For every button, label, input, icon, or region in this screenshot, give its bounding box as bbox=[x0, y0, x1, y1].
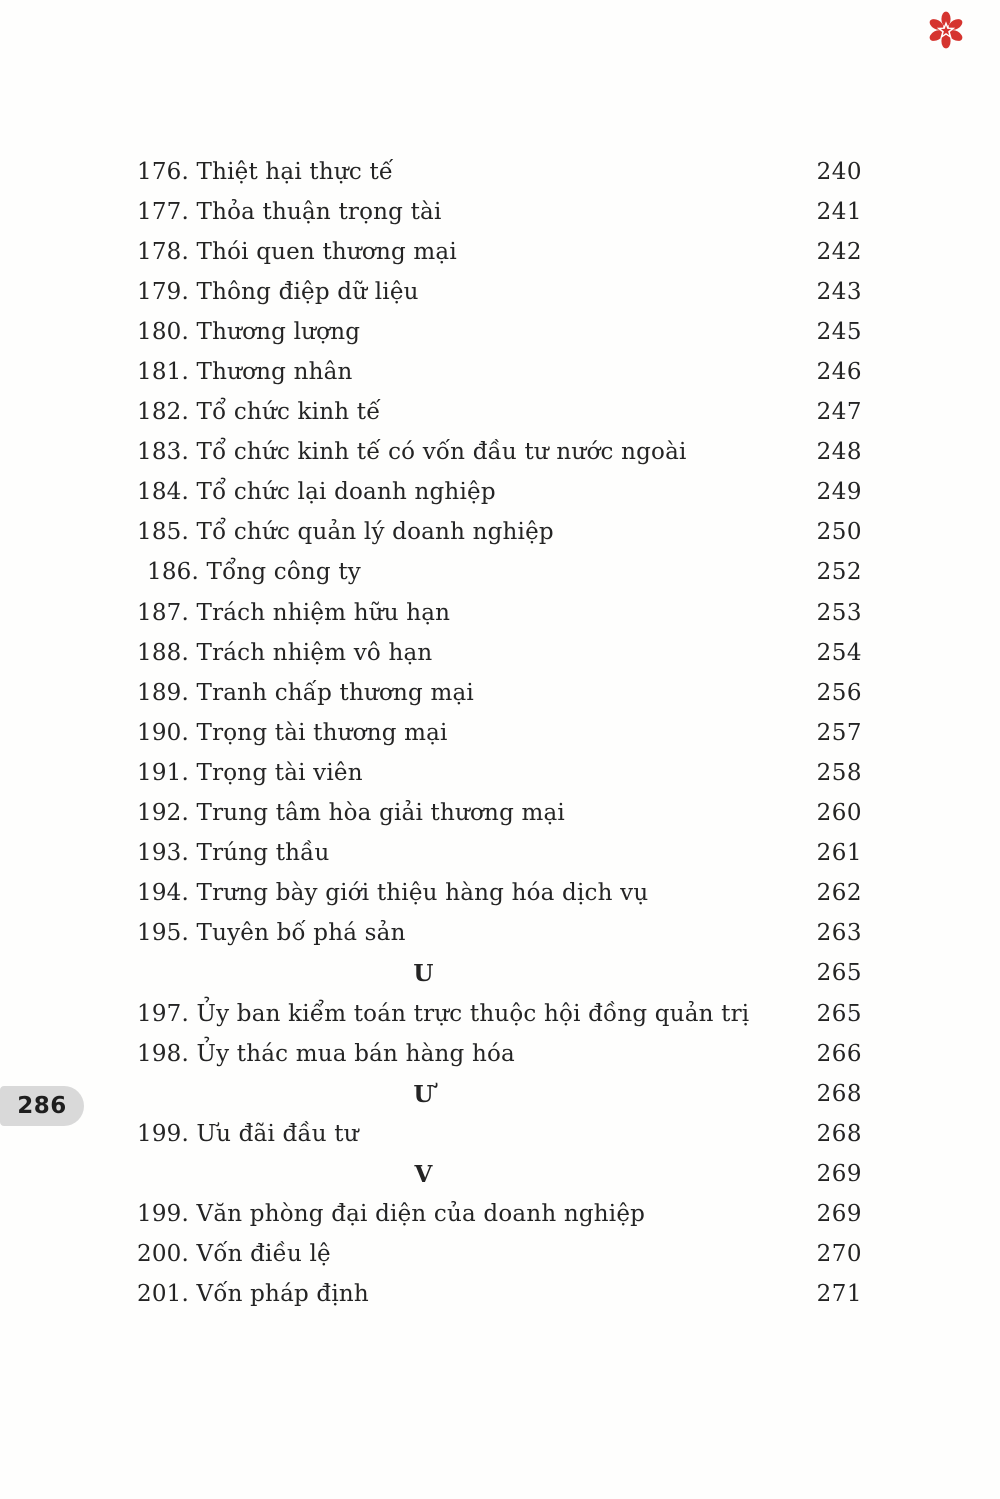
toc-entry-title: Ư bbox=[413, 1080, 434, 1108]
toc-entry-title: 181. Thương nhân bbox=[137, 359, 353, 386]
toc-row bbox=[137, 192, 862, 232]
toc-entry-page: 243 bbox=[816, 278, 862, 305]
toc-row bbox=[137, 1235, 862, 1275]
toc-row bbox=[137, 834, 862, 874]
toc-entry-page: 257 bbox=[816, 719, 862, 746]
toc-entry-title: 190. Trọng tài thương mại bbox=[137, 719, 448, 746]
toc-section-row bbox=[137, 1154, 862, 1194]
toc-entry-page: 252 bbox=[816, 559, 862, 586]
toc-row bbox=[137, 473, 862, 513]
toc-entry-page: 254 bbox=[816, 639, 862, 666]
toc-row bbox=[137, 272, 862, 312]
toc-entry-page: 260 bbox=[816, 800, 862, 827]
toc-row bbox=[137, 633, 862, 673]
toc-entry-title: 187. Trách nhiệm hữu hạn bbox=[137, 599, 451, 626]
page-number-label: 286 bbox=[17, 1093, 67, 1119]
toc-entry-title: 178. Thói quen thương mại bbox=[137, 238, 457, 265]
toc-row bbox=[137, 513, 862, 553]
toc-entry-page: 246 bbox=[816, 359, 862, 386]
toc-entry-title: 200. Vốn điều lệ bbox=[137, 1241, 331, 1268]
toc-row bbox=[137, 1194, 862, 1234]
toc-row bbox=[137, 433, 862, 473]
toc-entry-page: 263 bbox=[816, 920, 862, 947]
toc-entry-page: 270 bbox=[816, 1241, 862, 1268]
toc-entry-page: 268 bbox=[816, 1120, 862, 1147]
toc-entry-title: 192. Trung tâm hòa giải thương mại bbox=[137, 800, 565, 827]
toc-row bbox=[137, 152, 862, 192]
toc-row bbox=[137, 553, 862, 593]
toc-entry-title: U bbox=[413, 960, 434, 988]
toc-entry-title: 179. Thông điệp dữ liệu bbox=[137, 278, 419, 305]
toc-row bbox=[137, 794, 862, 834]
toc-entry-page: 265 bbox=[816, 960, 862, 987]
toc-entry-page: 250 bbox=[816, 519, 862, 546]
page-number-badge bbox=[0, 1086, 84, 1126]
toc-entry-page: 271 bbox=[816, 1281, 862, 1308]
toc-entry-title: 180. Thương lượng bbox=[137, 318, 361, 345]
toc-entry-page: 265 bbox=[816, 1000, 862, 1027]
toc-row bbox=[137, 1114, 862, 1154]
toc-entry-page: 240 bbox=[816, 158, 862, 185]
toc-entry-title: 182. Tổ chức kinh tế bbox=[137, 399, 381, 426]
toc-entry-page: 247 bbox=[816, 399, 862, 426]
toc-entry-title: 189. Tranh chấp thương mại bbox=[137, 679, 474, 706]
toc-section-row bbox=[137, 954, 862, 994]
toc-entry-page: 269 bbox=[816, 1160, 862, 1187]
toc-row bbox=[137, 352, 862, 392]
toc-entry-page: 256 bbox=[816, 679, 862, 706]
toc-entry-title: 199. Văn phòng đại diện của doanh nghiệp bbox=[137, 1200, 646, 1227]
toc-entry-title: 176. Thiệt hại thực tế bbox=[137, 158, 394, 185]
toc-list bbox=[137, 152, 862, 1315]
toc-row bbox=[137, 1034, 862, 1074]
toc-entry-title: 183. Tổ chức kinh tế có vốn đầu tư nước ngoài bbox=[137, 439, 687, 466]
toc-entry-title: 198. Ủy thác mua bán hàng hóa bbox=[137, 1040, 515, 1067]
toc-row bbox=[137, 874, 862, 914]
toc-entry-title: 188. Trách nhiệm vô hạn bbox=[137, 639, 433, 666]
toc-entry-title: 186. Tổng công ty bbox=[147, 559, 361, 586]
toc-row bbox=[137, 914, 862, 954]
toc-entry-page: 266 bbox=[816, 1040, 862, 1067]
toc-entry-page: 253 bbox=[816, 599, 862, 626]
toc-entry-title: 185. Tổ chức quản lý doanh nghiệp bbox=[137, 519, 554, 546]
toc-entry-title: 193. Trúng thầu bbox=[137, 840, 330, 867]
toc-entry-title: 199. Ưu đãi đầu tư bbox=[137, 1120, 359, 1147]
toc-entry-title: V bbox=[414, 1160, 433, 1188]
toc-row bbox=[137, 232, 862, 272]
toc-entry-title: 184. Tổ chức lại doanh nghiệp bbox=[137, 479, 496, 506]
toc-entry-page: 262 bbox=[816, 880, 862, 907]
toc-entry-page: 241 bbox=[816, 198, 862, 225]
toc-row bbox=[137, 994, 862, 1034]
toc-row bbox=[137, 753, 862, 793]
toc-entry-page: 249 bbox=[816, 479, 862, 506]
toc-entry-page: 269 bbox=[816, 1200, 862, 1227]
toc-entry-title: 177. Thỏa thuận trọng tài bbox=[137, 198, 442, 225]
toc-entry-title: 201. Vốn pháp định bbox=[137, 1281, 369, 1308]
toc-entry-title: 194. Trưng bày giới thiệu hàng hóa dịch vụ bbox=[137, 880, 649, 907]
toc-entry-page: 268 bbox=[816, 1080, 862, 1107]
toc-entry-page: 261 bbox=[816, 840, 862, 867]
toc-entry-title: 191. Trọng tài viên bbox=[137, 759, 363, 786]
toc-row bbox=[137, 1275, 862, 1315]
toc-entry-title: 197. Ủy ban kiểm toán trực thuộc hội đồng quản trị bbox=[137, 1000, 750, 1027]
flower-star-icon bbox=[927, 11, 965, 49]
toc-entry-page: 245 bbox=[816, 318, 862, 345]
toc-entry-page: 242 bbox=[816, 238, 862, 265]
toc-row bbox=[137, 593, 862, 633]
toc-row bbox=[137, 312, 862, 352]
toc-row bbox=[137, 713, 862, 753]
toc-section-row bbox=[137, 1074, 862, 1114]
toc-entry-page: 258 bbox=[816, 759, 862, 786]
toc-row bbox=[137, 393, 862, 433]
toc-row bbox=[137, 673, 862, 713]
toc-entry-title: 195. Tuyên bố phá sản bbox=[137, 920, 406, 947]
toc-entry-page: 248 bbox=[816, 439, 862, 466]
